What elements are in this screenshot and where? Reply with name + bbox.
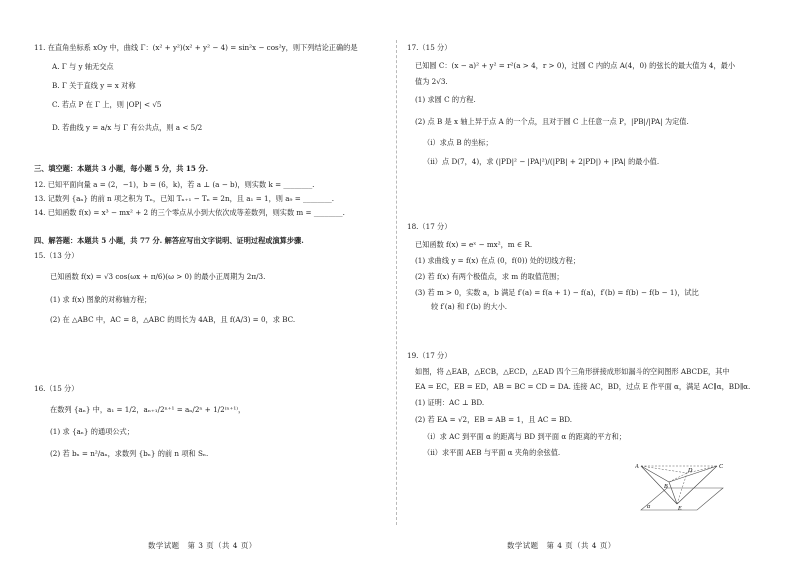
q17-head: 17.（15 分） xyxy=(407,43,452,52)
edge-eb xyxy=(669,482,677,504)
q18-line-1: 已知函数 f(x) = eˣ − mx²，m ∈ R. xyxy=(415,240,533,249)
q18-line-4: (3) 若 m > 0，实数 a，b 满足 f′(a) = f(a + 1) − f(a)，f′(b) = f(b) − f(b − 1)，试比 xyxy=(415,288,699,297)
label-c: C xyxy=(719,464,724,470)
q17-line-1: 已知圆 C：(x − a)² + y² = r²(a > 4，r > 0)，过圆 C 内的点 A(4，0) 的弦长的最大值为 4，最小 xyxy=(415,61,736,70)
q19-head: 19.（17 分） xyxy=(407,351,452,360)
label-e: E xyxy=(678,506,682,512)
q15-stem: 已知函数 f(x) = √3 cos(ωx + π/6)(ω > 0) 的最小正周期为 2π/3. xyxy=(50,272,266,281)
q11-option-a: A. Γ 与 y 轴无交点 xyxy=(52,62,114,71)
q16-head: 16.（15 分） xyxy=(34,384,79,393)
q18-line-2: (1) 求曲线 y = f(x) 在点 (0，f(0)) 处的切线方程； xyxy=(415,256,581,265)
edge-ea xyxy=(641,466,677,504)
q12-text: 12. 已知平面向量 a = (2，−1)，b = (6，k)，若 a ⊥ (a − b)，则实数 k = ________. xyxy=(34,180,315,189)
label-b: B xyxy=(664,484,668,490)
q16-part-1: (1) 求 {aₙ} 的通项公式； xyxy=(50,427,134,436)
section-solution-title: 四、解答题：本题共 5 小题，共 77 分. 解答应写出文字说明、证明过程或演算步骤. xyxy=(34,236,304,245)
exam-page-3 xyxy=(0,0,397,579)
q15-part-2: (2) 在 △ABC 中，AC = 8，△ABC 的周长为 4AB，且 f(A/3) = 0，求 BC. xyxy=(50,315,296,324)
label-d: D xyxy=(688,468,693,474)
edge-ad xyxy=(641,466,687,473)
label-alpha: α xyxy=(647,504,651,510)
q17-line-4: (2) 点 B 是 x 轴上异于点 A 的一个点，且对于圆 C 上任意一点 P，|PB|/|PA| 为定值. xyxy=(415,117,689,126)
q17-line-5: （ⅰ）求点 B 的坐标； xyxy=(423,138,493,147)
q19-line-2: EA = EC，EB = ED，AB = BC = CD = DA. 连接 AC，BD，过点 E 作平面 α，满足 AC∥α，BD∥α. xyxy=(415,382,751,391)
q17-line-2: 值为 2√3. xyxy=(415,77,448,86)
edge-bc xyxy=(669,466,717,482)
q11-option-b: B. Γ 关于直线 y = x 对称 xyxy=(52,81,136,90)
q11-stem: 11. 在直角坐标系 xOy 中，曲线 Γ：(x² + y²)(x² + y² − 4) = sin²x − cos²y，则下列结论正确的是 xyxy=(34,43,358,52)
q19-line-4: (2) 若 EA = √2，EB = AB = 1，且 AC = BD. xyxy=(415,415,573,424)
edge-ab xyxy=(641,466,669,482)
exam-page-4 xyxy=(397,0,800,579)
q13-text: 13. 记数列 {aₙ} 的前 n 项之积为 Tₙ，已知 Tₙ₊₁ − Tₙ = 2n，且 a₁ = 1，则 a₉ = ________. xyxy=(34,194,335,203)
label-a: A xyxy=(635,464,639,470)
q14-text: 14. 已知函数 f(x) = x³ − mx² + 2 的三个零点从小到大依次成等差数列，则实数 m = ________. xyxy=(34,208,345,217)
q17-line-6: （ⅱ）点 D(7，4)，求 (|PD|² − |PA|²)/(|PB| + 2|PD|) + |PA| 的最小值. xyxy=(423,157,660,166)
q11-option-c: C. 若点 P 在 Γ 上，则 |OP| < √5 xyxy=(52,100,162,109)
section-fill-in-title: 三、填空题：本题共 3 小题，每小题 5 分，共 15 分. xyxy=(34,164,209,173)
q15-head: 15.（13 分） xyxy=(34,251,79,260)
q19-line-6: （ⅱ）求平面 AEB 与平面 α 夹角的余弦值. xyxy=(423,448,561,457)
q11-option-d: D. 若曲线 y = a/x 与 Γ 有公共点，则 a < 5/2 xyxy=(52,123,203,132)
q19-line-5: （ⅰ）求 AC 到平面 α 的距离与 BD 到平面 α 的距离的平方和； xyxy=(423,432,626,441)
page-4-footer: 数学试题 第 4 页（共 4 页） xyxy=(507,541,616,550)
q18-head: 18.（17 分） xyxy=(407,222,452,231)
q19-figure xyxy=(635,460,725,512)
q19-line-3: (1) 证明：AC ⊥ BD. xyxy=(415,398,485,407)
edge-bd xyxy=(669,473,687,482)
page-3-footer: 数学试题 第 3 页（共 4 页） xyxy=(148,541,257,550)
q16-part-2: (2) 若 bₙ = n²/aₙ，求数列 {bₙ} 的前 n 项和 Sₙ. xyxy=(50,449,209,458)
q18-line-3: (2) 若 f(x) 有两个极值点，求 m 的取值范围； xyxy=(415,272,564,281)
q19-line-1: 如图，将 △EAB，△ECB，△ECD，△EAD 四个三角形拼接成形如漏斗的空间图形 ABCDE，其中 xyxy=(415,367,730,376)
q15-part-1: (1) 求 f(x) 图象的对称轴方程； xyxy=(50,295,152,304)
q18-line-5: 较 f′(a) 和 f′(b) 的大小. xyxy=(431,302,508,311)
q16-stem: 在数列 {aₙ} 中，a₁ = 1/2，aₙ₊₁/2ⁿ⁺¹ = aₙ/2ⁿ + 1/2⁽ⁿ⁺¹⁾， xyxy=(50,405,246,414)
q17-line-3: (1) 求圆 C 的方程. xyxy=(415,95,476,104)
